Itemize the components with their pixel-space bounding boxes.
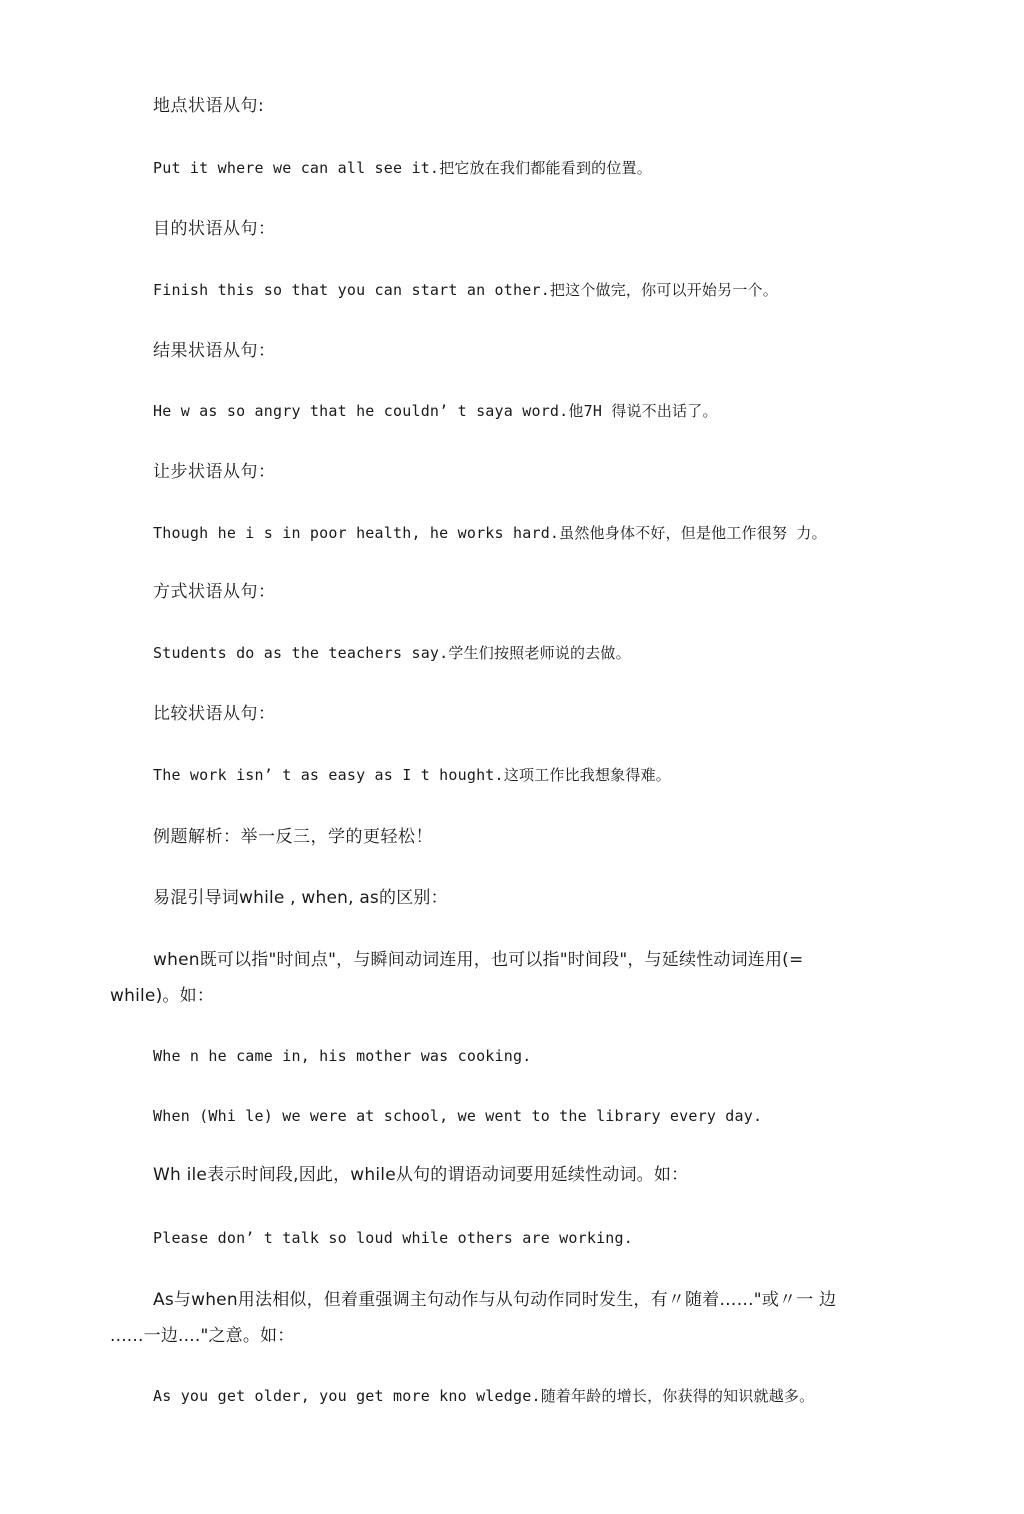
- example-result-clause: He w as so angry that he couldn’ t saya word.他7H 得说不出话了。: [153, 402, 718, 420]
- paragraph-while: Wh ile表示时间段,因此，while从句的谓语动词要用延续性动词。如：: [153, 1165, 689, 1185]
- example-as: As you get older, you get more kno wledge.随着年龄的增长，你获得的知识就越多。: [153, 1387, 815, 1405]
- example-place-clause: Put it where we can all see it.把它放在我们都能看到的位置。: [153, 159, 652, 177]
- heading-confusing-conjunctions: 易混引导词while , when, as的区别：: [153, 888, 448, 908]
- example-when-2: When (Whi le) we were at school, we went to the library every day.: [153, 1107, 763, 1125]
- example-manner-clause: Students do as the teachers say.学生们按照老师说的去做。: [153, 644, 631, 662]
- heading-result-clause: 结果状语从句：: [153, 341, 276, 361]
- heading-place-clause: 地点状语从句:: [153, 96, 265, 116]
- heading-examples: 例题解析：举一反三，学的更轻松！: [153, 827, 433, 847]
- heading-manner-clause: 方式状语从句：: [153, 582, 276, 602]
- heading-comparison-clause: 比较状语从句：: [153, 704, 276, 724]
- heading-purpose-clause: 目的状语从句：: [153, 219, 276, 239]
- paragraph-when: when既可以指"时间点"，与瞬间动词连用，也可以指"时间段"，与延续性动词连用(= while)。如：: [110, 950, 804, 1006]
- example-concession-clause: Though he i s in poor health, he works hard.虽然他身体不好，但是他工作很努 力。: [153, 524, 827, 542]
- paragraph-as: As与when用法相似，但着重强调主句动作与从句动作同时发生，有〃随着……"或〃一 边 ......一边...."之意。如：: [110, 1290, 837, 1346]
- example-when-1: Whe n he came in, his mother was cooking.: [153, 1047, 532, 1065]
- example-comparison-clause: The work isn’ t as easy as I t hought.这项工作比我想象得难。: [153, 766, 671, 784]
- heading-concession-clause: 让步状语从句：: [153, 462, 276, 482]
- example-purpose-clause: Finish this so that you can start an other.把这个做完，你可以开始另一个。: [153, 281, 778, 299]
- example-while: Please don’ t talk so loud while others are working.: [153, 1229, 633, 1247]
